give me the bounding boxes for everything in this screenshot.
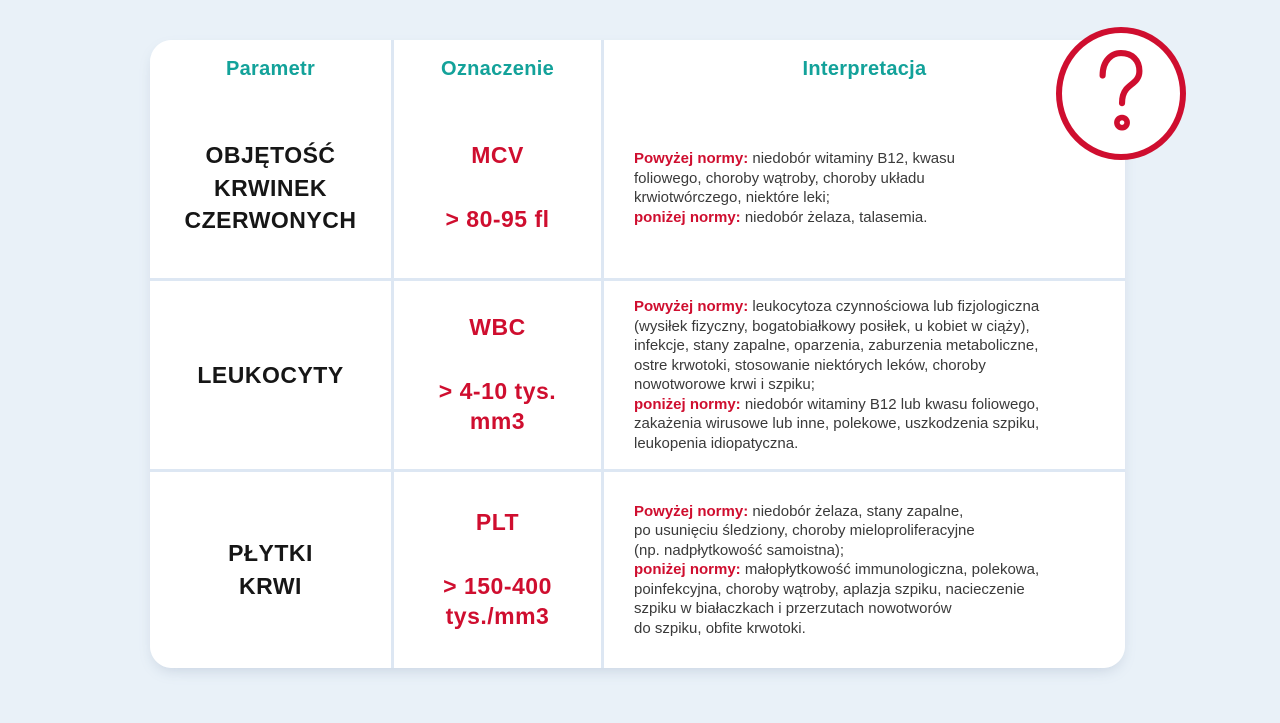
question-mark-icon [1080, 48, 1162, 140]
table-row [150, 278, 1125, 469]
parameter-name: OBJĘTOŚĆ KRWINEK CZERWONYCH [150, 98, 394, 278]
parameter-symbol: PLT [475, 508, 520, 535]
parameter-range: > 150-400 tys./mm3 [443, 572, 552, 629]
help-question-icon[interactable] [1056, 27, 1186, 160]
parameter-interpretation: Powyżej normy: leukocytoza czynnościowa lub fizjologiczna (wysiłek fizyczny, bogatobiałkowy posiłek, u kobiet w ciąży), infekcje, stany zapalne, oparzenia, zaburzenia metaboliczne, ostre krwotoki, stosowanie niektórych leków, choroby nowotworowe krwi i szpiku; poniżej normy: niedobór witaminy B12 lub kwasu foliowego, zakażenia wirusowe lub inne, polekowe, uszkodzenia szpiku, leukopenia idiopatyczna. [604, 281, 1125, 469]
table-row [150, 98, 1125, 278]
parameter-code-cell [394, 472, 604, 668]
parameter-interpretation: Powyżej normy: niedobór żelaza, stany zapalne, po usunięciu śledziony, choroby mieloproliferacyjne (np. nadpłytkowość samoistna); poniżej normy: małopłytkowość immunologiczna, polekowa, poinfekcyjna, choroby wątroby, aplazja szpiku, nacieczenie szpiku w białaczkach i przerzutach nowotworów do szpiku, obfite krwotoki. [604, 472, 1125, 668]
header-oznaczenie: Oznaczenie [394, 40, 604, 98]
blood-parameters-table [150, 40, 1125, 668]
parameter-symbol: WBC [469, 313, 526, 340]
table-header-row [150, 40, 1125, 98]
parameter-name: PŁYTKI KRWI [150, 472, 394, 668]
header-parametr: Parametr [150, 40, 394, 98]
table-row [150, 469, 1125, 668]
header-interpretacja: Interpretacja [604, 40, 1125, 98]
parameter-interpretation: Powyżej normy: niedobór witaminy B12, kwasu foliowego, choroby wątroby, choroby układu krwiotwórczego, niektóre leki; poniżej normy: niedobór żelaza, talasemia. [604, 98, 1125, 278]
parameter-name: LEUKOCYTY [150, 281, 394, 469]
parameter-range: > 80-95 fl [445, 205, 550, 232]
parameter-symbol: MCV [471, 141, 524, 168]
parameter-range: > 4-10 tys. mm3 [438, 377, 557, 434]
parameter-code-cell [394, 281, 604, 469]
parameter-code-cell [394, 98, 604, 278]
